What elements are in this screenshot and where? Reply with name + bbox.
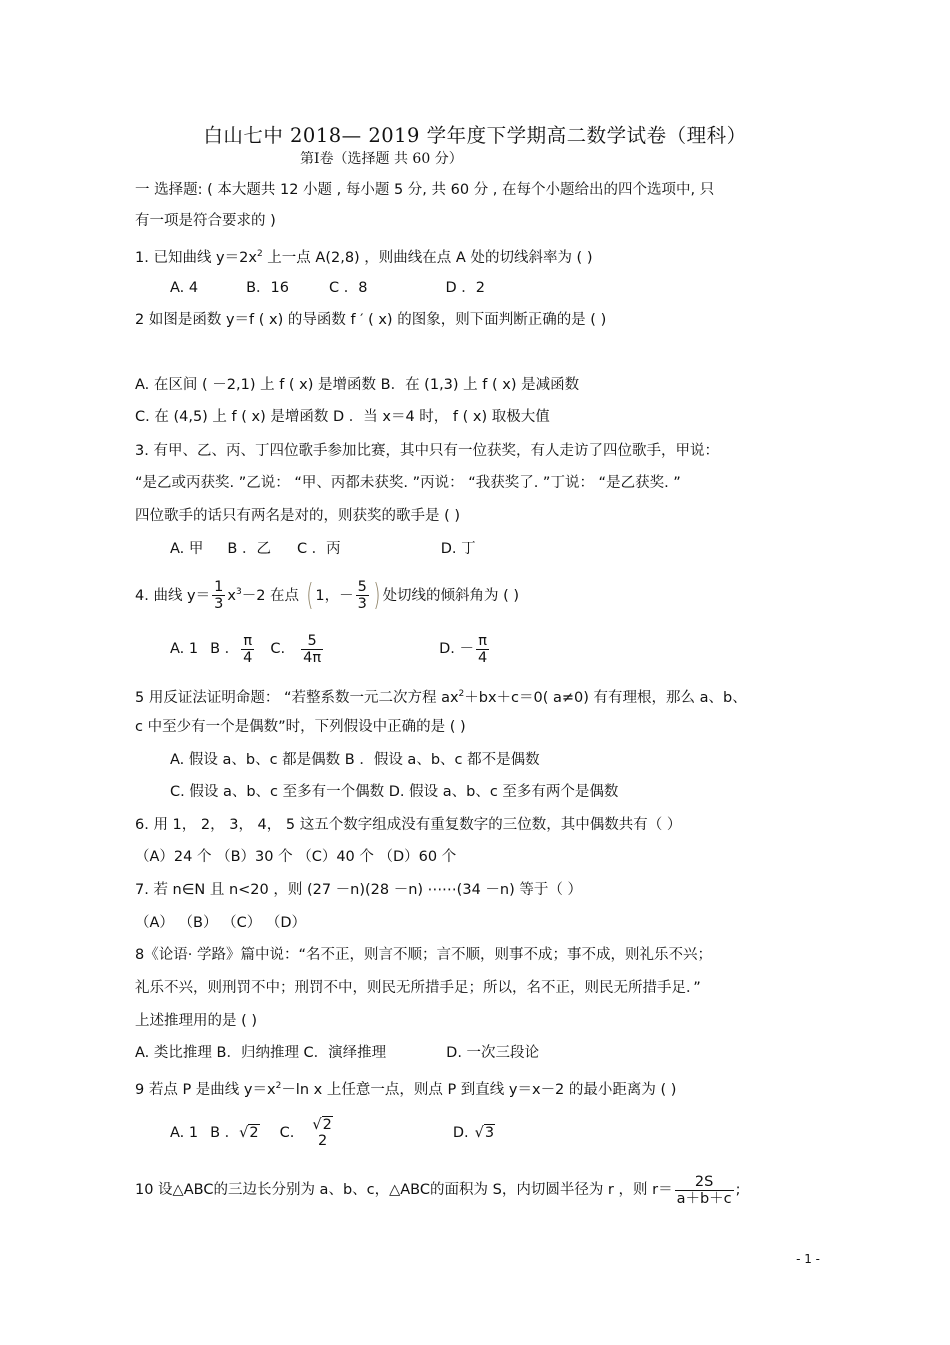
sqrt-3: √3 — [474, 1125, 495, 1141]
question-5-line-1: 5 用反证法证明命题： “若整系数一元二次方程 $ax^2+bx+c=0$( a≠0) 有有理根，那么 a、b、 — [135, 689, 747, 706]
fraction: $\frac{\pi}{4}$ — [478, 632, 488, 666]
option-a: A. 1 — [170, 1125, 199, 1141]
question-6-stem: 6. 用 1， 2， 3， 4， 5 这五个数字组成没有重复数字的三位数，其中偶数共有（ ） — [135, 817, 682, 833]
option-c: C ．丙 — [296, 541, 341, 557]
question-9-options — [170, 1115, 495, 1151]
option-a: A. 甲 — [170, 541, 204, 557]
question-1-options — [170, 279, 485, 297]
question-10-stem: 10 设△ABC的三边长分别为 a、b、c，△ABC的面积为 S，内切圆半径为 r ，则 r＝ $\frac{2S}{a+b+c}$ ; — [135, 1173, 741, 1207]
question-4-stem: 4. 曲线 y＝ $\frac{1}{3}$ $x^3-2$ 在点 ( 1，－ $\frac{5}{3}$ ) 处切线的倾斜角为 ( ) — [135, 577, 520, 613]
question-5-line-2: c 中至少有一个是偶数”时，下列假设中正确的是 ( ) — [135, 719, 466, 735]
question-7-options: （A） （B） （C） （D） — [135, 915, 306, 931]
option-d: D ．2 — [445, 280, 485, 296]
question-8-line-2: 礼乐不兴，则刑罚不中；刑罚不中，则民无所措手足；所以，名不正，则民无所措手足．” — [135, 980, 701, 996]
question-7-stem: 7. 若 n∈N 且 n<20 ，则 (27 －n)(28 －n) ⋯⋯(34 －n) 等于（ ） — [135, 882, 582, 898]
option-d: D. — [452, 1125, 469, 1141]
section-instructions-line-1: 一 选择题: ( 本大题共 12 小题 , 每小题 5 分, 共 60 分 , 在每个小题给出的四个选项中, 只 — [135, 182, 715, 198]
question-5-options-ab: A. 假设 a、b、c 都是偶数 B ．假设 a、b、c 都不是偶数 — [170, 752, 540, 768]
question-2-options-cd: C. 在 (4,5) 上 f ( x) 是增函数 D ．当 x＝4 时， f ( x) 取极大值 — [135, 409, 550, 425]
question-3-line-1: 3. 有甲、乙、丙、丁四位歌手参加比赛，其中只有一位获奖，有人走访了四位歌手，甲说： — [135, 443, 719, 459]
option-d: D. － — [439, 641, 474, 657]
question-3-line-3: 四位歌手的话只有两名是对的，则获奖的歌手是 ( ) — [135, 508, 461, 524]
question-3-line-2: “是乙或丙获奖. ”乙说： “甲、丙都未获奖. ”丙说： “我获奖了. ”丁说： “是乙获奖. ” — [135, 475, 681, 491]
fraction: $\frac{5}{3}$ — [357, 579, 367, 613]
left-paren: ( — [306, 577, 314, 613]
sqrt-2: √2 — [239, 1125, 259, 1141]
page-number: - 1 - — [796, 1252, 820, 1266]
section-subtitle: 第Ⅰ卷（选择题 共 60 分） — [300, 151, 463, 167]
fraction: $\frac{5}{4\pi}$ — [303, 632, 322, 666]
question-9-stem: 9 若点 P 是曲线 $y=x^2-\ln$ x 上任意一点，则点 P 到直线 y＝x－2 的最小距离为 ( ) — [135, 1081, 677, 1098]
option-b: B．16 — [246, 280, 290, 296]
option-a: A. 4 — [170, 280, 199, 296]
question-5-options-cd: C. 假设 a、b、c 至多有一个偶数 D. 假设 a、b、c 至多有两个是偶数 — [170, 784, 619, 800]
option-b: B ．乙 — [227, 541, 271, 557]
option-c: C. — [270, 641, 286, 657]
option-c: C. — [279, 1125, 295, 1141]
fraction: $\frac{1}{3}$ — [214, 579, 224, 613]
right-paren: ) — [373, 577, 381, 613]
question-1-stem: 1. 已知曲线 $y=2x^2$ 上一点 A(2,8) ，则曲线在点 A 处的切线斜率为 ( ) — [135, 249, 593, 266]
option-a: A. 1 — [170, 641, 199, 657]
option-d: D. 丁 — [440, 541, 476, 557]
question-8-options: A. 类比推理 B．归纳推理 C．演绎推理 D. 一次三段论 — [135, 1045, 540, 1061]
question-8-line-3: 上述推理用的是 ( ) — [135, 1013, 258, 1029]
question-8-line-1: 8《论语· 学路》篇中说：“名不正，则言不顺；言不顺，则事不成；事不成，则礼乐不兴； — [135, 947, 712, 963]
fraction: $\frac{\pi}{4}$ — [243, 632, 253, 666]
question-2-options-ab: A. 在区间 ( －2,1) 上 f ( x) 是增函数 B．在 (1,3) 上 f ( x) 是减函数 — [135, 377, 580, 393]
page-title: 白山七中 2018— 2019 学年度下学期高二数学试卷（理科） — [203, 124, 747, 147]
question-6-options: （A）24 个 （B）30 个 （C）40 个 （D）60 个 — [135, 849, 457, 865]
question-3-options — [170, 540, 476, 558]
option-c: C ．8 — [329, 280, 368, 296]
fraction: √2 2 — [312, 1117, 332, 1149]
fraction: $\frac{2S}{a+b+c}$ — [676, 1173, 732, 1207]
question-4-options — [170, 631, 491, 667]
option-b: B ． — [210, 1125, 240, 1141]
question-2-stem: 2 如图是函数 y＝f ( x) 的导函数 f ′ ( x) 的图象，则下面判断正确的是 ( ) — [135, 312, 607, 328]
option-d: D. 一次三段论 — [446, 1045, 540, 1061]
section-instructions-line-2: 有一项是符合要求的 ) — [135, 213, 276, 229]
option-b: B ． — [210, 641, 240, 657]
